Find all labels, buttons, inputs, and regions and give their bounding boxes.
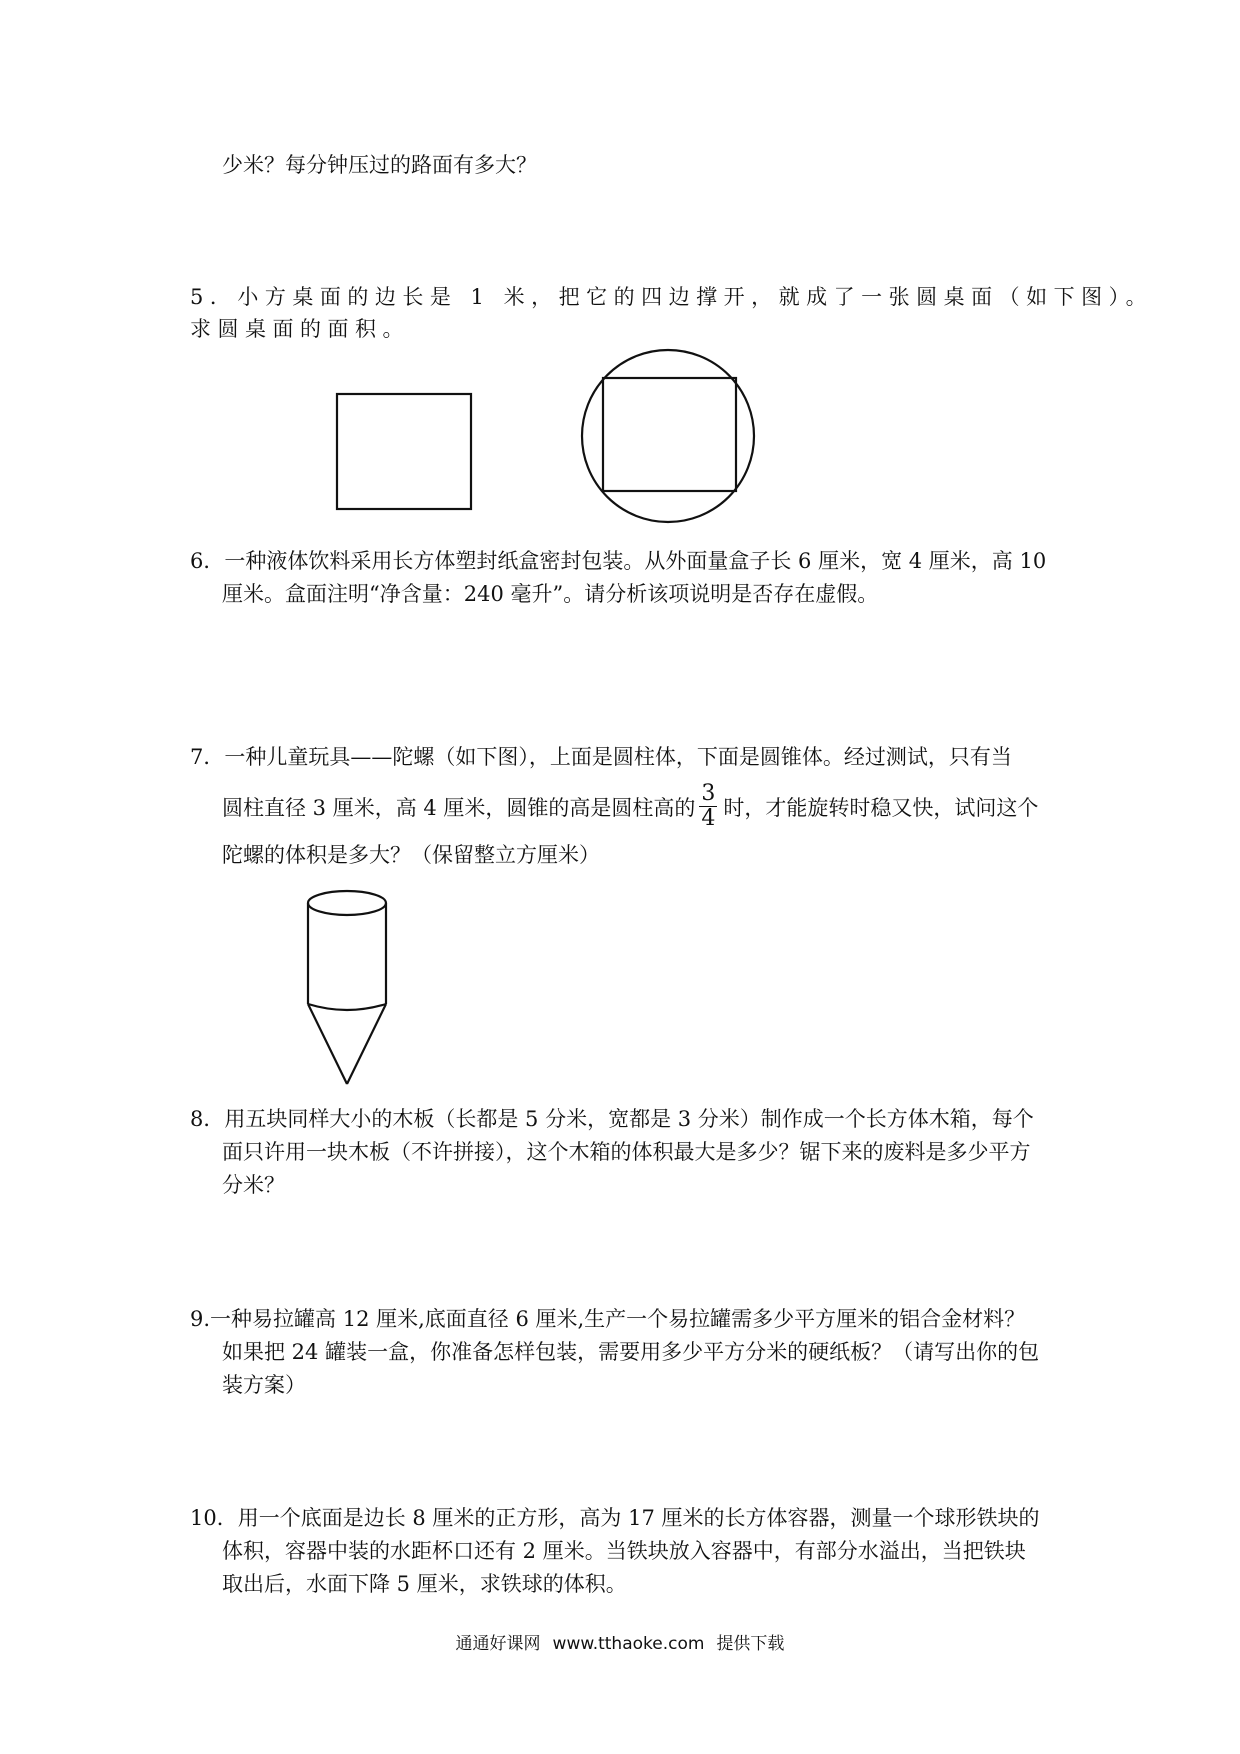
q10-line-1: 10．用一个底面是边长 8 厘米的正方形，高为 17 厘米的长方体容器，测量一个球形铁块的 xyxy=(190,1506,1040,1530)
q9-line-3: 装方案） xyxy=(222,1373,306,1397)
cylinder-bottom-arc xyxy=(308,1004,386,1010)
q8-line-1: 8．用五块同样大小的木板（长都是 5 分米，宽都是 3 分米）制作成一个长方体木箱，每个 xyxy=(190,1107,1034,1131)
cylinder-top-ellipse xyxy=(308,891,386,915)
q8-line-3: 分米？ xyxy=(222,1173,285,1197)
footer-suffix: 提供下载 xyxy=(716,1634,785,1654)
q5-line-2: 求圆桌面的面积。 xyxy=(190,317,410,341)
q9-line-1: 9.一种易拉罐高 12 厘米,底面直径 6 厘米,生产一个易拉罐需多少平方厘米的铝合金材料？ xyxy=(190,1307,1026,1331)
cone-left-edge xyxy=(308,1004,347,1084)
cone-right-edge xyxy=(347,1004,386,1084)
footer-site-name: 通通好课网 xyxy=(455,1634,541,1654)
q5-line-1: 5．小方桌面的边长是 1 米，把它的四边撑开，就成了一张圆桌面（如下图）。 xyxy=(190,285,1154,309)
q10-line-2: 体积，容器中装的水距杯口还有 2 厘米。当铁块放入容器中，有部分水溢出，当把铁块 xyxy=(222,1539,1026,1563)
q9-line-2: 如果把 24 罐装一盒，你准备怎样包装，需要用多少平方分米的硬纸板？（请写出你的包 xyxy=(222,1340,1040,1364)
q10-line-3: 取出后，水面下降 5 厘米，求铁球的体积。 xyxy=(222,1572,627,1596)
footer-url[interactable]: www.tthaoke.com xyxy=(552,1634,705,1654)
q8-line-2: 面只许用一块木板（不许拼接），这个木箱的体积最大是多少？锯下来的废料是多少平方 xyxy=(222,1140,1031,1164)
q6-line-1: 6．一种液体饮料采用长方体塑封纸盒密封包装。从外面量盒子长 6 厘米，宽 4 厘米，高 10 xyxy=(190,549,1047,573)
q7-line-2-after: 时，才能旋转时稳又快，试问这个 xyxy=(723,796,1039,820)
q7-line-1: 7．一种儿童玩具——陀螺（如下图），上面是圆柱体，下面是圆锥体。经过测试，只有当 xyxy=(190,745,1012,769)
page-footer xyxy=(0,1632,1240,1656)
q4-tail: 少米？每分钟压过的路面有多大？ xyxy=(222,153,537,177)
fraction-numerator: 3 xyxy=(701,781,716,806)
q7-line-3: 陀螺的体积是多大？（保留整立方厘米） xyxy=(222,843,600,867)
q6-line-2: 厘米。盒面注明“净含量：240 毫升”。请分析该项说明是否存在虚假。 xyxy=(222,582,879,606)
fraction-denominator: 4 xyxy=(701,806,716,831)
q7-line-2-before: 圆柱直径 3 厘米，高 4 厘米，圆锥的高是圆柱高的 xyxy=(222,796,696,820)
